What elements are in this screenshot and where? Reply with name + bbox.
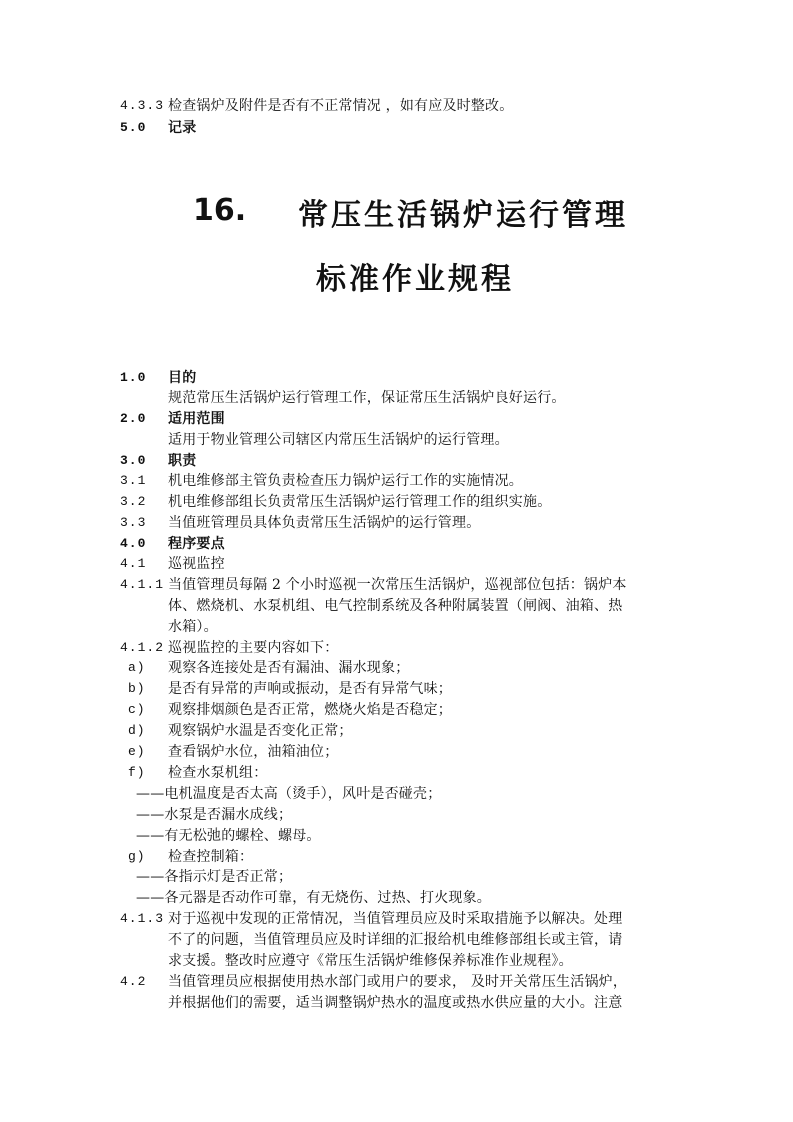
clause-text: 当值管理员应根据使用热水部门或用户的要求， 及时开关常压生活锅炉， [168,974,628,990]
clause-text: 体、燃烧机、水泵机组、电气控制系统及各种附属装置（闸阀、油箱、热 [168,598,623,614]
clause-number: 3.3 [120,515,147,530]
title-number: 16. [193,193,247,228]
clause-text: 并根据他们的需要，适当调整锅炉热水的温度或热水供应量的大小。注意 [168,995,623,1011]
clause-text: 不了的问题，当值管理员应及时详细的汇报给机电维修部组长或主管，请 [168,932,623,948]
section-heading: 目的 [168,370,197,386]
section-heading: 记录 [168,120,197,136]
sub-list-item: ——水泵是否漏水成线； [136,807,293,823]
clause-text: 机电维修部组长负责常压生活锅炉运行管理工作的组织实施。 [168,494,552,510]
section-number: 3.0 [120,453,147,468]
clause-text: 巡视监控的主要内容如下： [168,640,339,656]
clause-number: 4.1.2 [120,640,165,655]
section-number: 1.0 [120,370,147,385]
section-heading: 程序要点 [168,536,225,552]
title-line-1: 常压生活锅炉运行管理 [298,198,628,233]
list-marker: g) [128,849,146,864]
section-number: 5.0 [120,120,147,135]
list-marker: a) [128,660,146,675]
list-item: 观察各连接处是否有漏油、漏水现象； [168,660,410,676]
sub-list-item: ——电机温度是否太高（烫手），风叶是否碰壳； [136,786,442,802]
clause-text: 检查锅炉及附件是否有不正常情况 ，如有应及时整改。 [168,98,514,114]
list-item: 检查控制箱： [168,849,254,865]
clause-text: 巡视监控 [168,556,225,572]
clause-number: 4.1 [120,556,147,571]
sub-list-item: ——各元器是否动作可靠，有无烧伤、过热、打火现象。 [136,890,491,906]
section-heading: 职责 [168,453,197,469]
list-marker: c) [128,702,146,717]
section-body: 适用于物业管理公司辖区内常压生活锅炉的运行管理。 [168,432,509,448]
list-item: 观察锅炉水温是否变化正常； [168,723,353,739]
list-item: 是否有异常的声响或振动，是否有异常气味； [168,681,452,697]
list-marker: f) [128,765,146,780]
list-marker: b) [128,681,146,696]
section-number: 2.0 [120,411,147,426]
clause-number: 4.1.1 [120,577,165,592]
clause-text: 求支援。整改时应遵守《常压生活锅炉维修保养标准作业规程》。 [168,953,573,969]
clause-text: 对于巡视中发现的正常情况，当值管理员应及时采取措施予以解决。处理 [168,911,623,927]
clause-number: 4.2 [120,974,147,989]
clause-text: 当值管理员每隔 2 个小时巡视一次常压生活锅炉，巡视部位包括：锅炉本 [168,577,627,593]
clause-number: 3.2 [120,494,147,509]
list-item: 查看锅炉水位，油箱油位； [168,744,339,760]
list-marker: d) [128,723,146,738]
clause-number: 4.3.3 [120,98,165,113]
sub-list-item: ——有无松弛的螺栓、螺母。 [136,828,321,844]
section-heading: 适用范围 [168,411,225,427]
clause-text: 水箱）。 [168,619,218,635]
list-item: 检查水泵机组： [168,765,268,781]
section-body: 规范常压生活锅炉运行管理工作，保证常压生活锅炉良好运行。 [168,390,566,406]
clause-number: 4.1.3 [120,911,165,926]
list-marker: e) [128,744,146,759]
list-item: 观察排烟颜色是否正常，燃烧火焰是否稳定； [168,702,452,718]
section-number: 4.0 [120,536,147,551]
clause-number: 3.1 [120,473,147,488]
title-line-2: 标准作业规程 [316,262,514,297]
clause-text: 当值班管理员具体负责常压生活锅炉的运行管理。 [168,515,481,531]
clause-text: 机电维修部主管负责检查压力锅炉运行工作的实施情况。 [168,473,523,489]
sub-list-item: ——各指示灯是否正常； [136,869,293,885]
